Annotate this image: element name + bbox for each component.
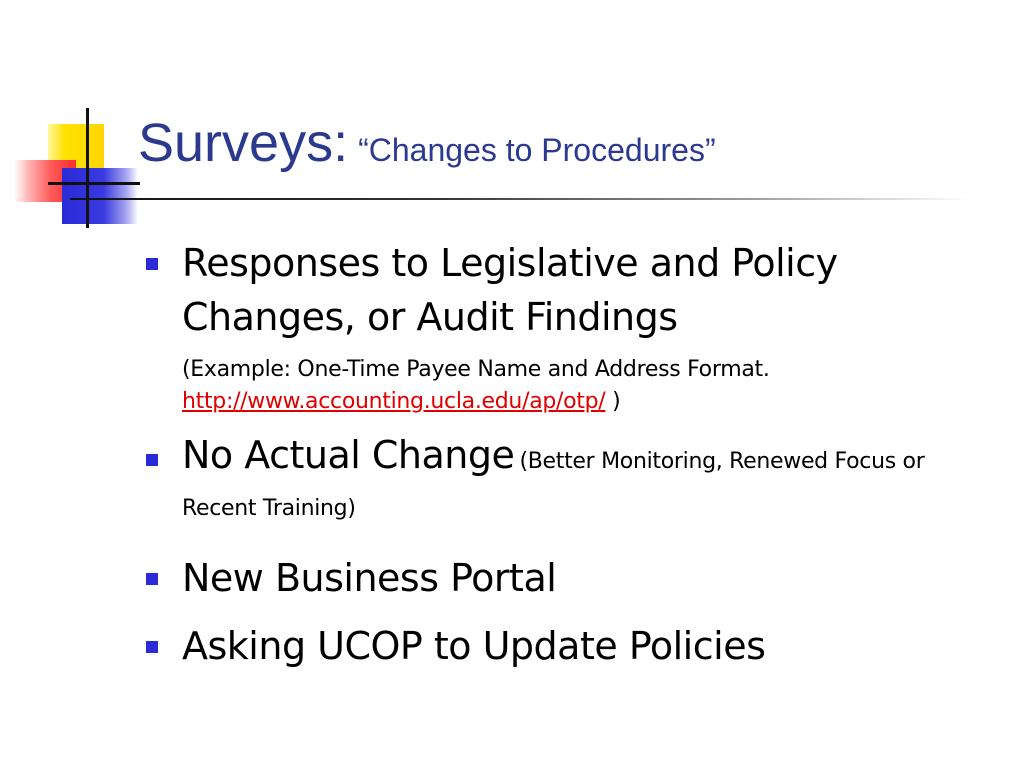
title-rule — [70, 198, 970, 200]
corner-decoration — [0, 0, 160, 240]
slide-title — [138, 112, 716, 174]
bullet-list — [140, 236, 940, 673]
bullet-text: New Business Portal — [182, 556, 557, 600]
vertical-line-decoration — [86, 108, 89, 228]
note-link-line — [182, 386, 940, 418]
bullet-text: No Actual Change — [182, 433, 515, 477]
bullet-square-icon — [146, 454, 158, 466]
bullet-line — [182, 432, 940, 533]
note-close: ) — [612, 389, 621, 414]
bullet-square-icon — [146, 258, 158, 270]
horizontal-line-decoration — [48, 182, 140, 185]
bullet-square-icon — [146, 573, 158, 585]
note-line — [182, 354, 940, 386]
note-text: (Example: One-Time Payee Name and Address Format. — [182, 357, 770, 382]
bullet-square-icon — [146, 641, 158, 653]
title-main: Surveys: — [138, 113, 349, 173]
bullet-item — [140, 236, 942, 344]
bullet-note — [182, 354, 940, 418]
bullet-detail: (Better Monitoring, Renewed Focus or Recent Training) — [182, 449, 925, 521]
blue-square-decoration — [62, 168, 138, 224]
note-link[interactable]: http://www.accounting.ucla.edu/ap/otp/ — [182, 389, 606, 414]
bullet-text: Asking UCOP to Update Policies — [182, 624, 766, 668]
title-subtitle: “Changes to Procedures” — [358, 132, 716, 168]
bullet-item — [140, 619, 940, 673]
bullet-item — [140, 551, 940, 605]
bullet-item — [140, 432, 940, 533]
bullet-text: Responses to Legislative and Policy Changes, or Audit Findings — [182, 241, 838, 339]
